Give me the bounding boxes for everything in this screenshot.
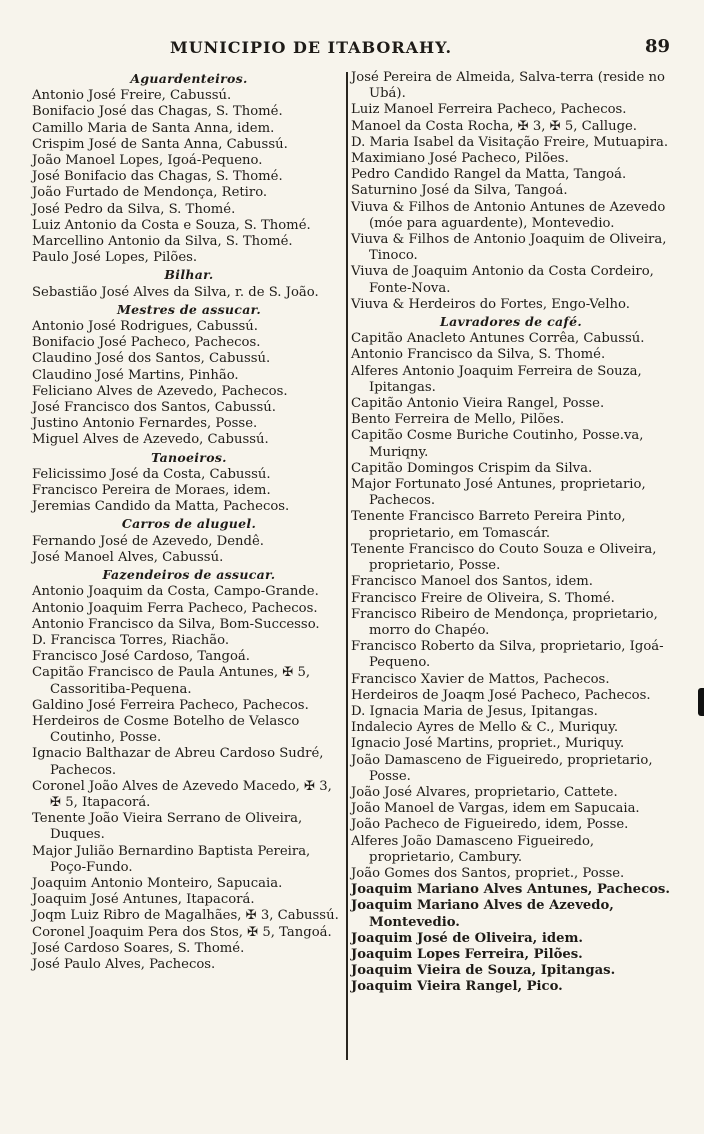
directory-entry: Coronel João Alves de Azevedo Macedo, ✠ 3, ✠ 5, Itapacorá.	[32, 778, 332, 810]
page-number: 89	[644, 36, 670, 57]
directory-section	[351, 314, 671, 882]
directory-entry: Joaquim Mariano Alves de Azevedo, Montevedio.	[351, 898, 614, 930]
section-heading: Aguardenteiros.	[130, 71, 248, 86]
directory-entry: João José Alvares, proprietario, Cattete.	[351, 784, 618, 800]
page-header	[0, 38, 704, 68]
section-heading: Bilhar.	[164, 267, 214, 283]
directory-entry: Ignacio Balthazar de Abreu Cardoso Sudré, Pachecos.	[32, 746, 324, 778]
directory-entry: Claudino José dos Santos, Cabussú.	[32, 351, 271, 367]
directory-entry: Joaquim Lopes Ferreira, Pilões.	[351, 946, 583, 962]
directory-entry: Fernando José de Azevedo, Dendê.	[32, 533, 264, 549]
directory-entry: Paulo José Lopes, Pilões.	[32, 250, 198, 266]
directory-entry: Bento Ferreira de Mello, Pilões.	[351, 412, 565, 428]
binding-edge-mark	[698, 688, 704, 716]
directory-entry: Jeremias Candido da Matta, Pachecos.	[32, 499, 290, 515]
directory-section	[32, 71, 346, 266]
section-heading: Mestres de assucar.	[116, 301, 262, 317]
directory-entry: Francisco Xavier de Mattos, Pachecos.	[351, 671, 610, 687]
directory-entry: Alferes João Damasceno Figueiredo, proprietario, Cambury.	[351, 833, 595, 865]
column-divider	[346, 72, 348, 1060]
directory-entry: José Manoel Alves, Cabussú.	[32, 549, 224, 565]
directory-entry: Antonio Francisco da Silva, S. Thomé.	[351, 347, 606, 363]
directory-section	[32, 267, 346, 300]
directory-entry: Crispim José de Santa Anna, Cabussú.	[32, 136, 288, 152]
directory-entry: Camillo Maria de Santa Anna, idem.	[32, 120, 275, 136]
directory-entry: Antonio José Freire, Cabussú.	[32, 88, 232, 104]
directory-entry: Galdino José Ferreira Pacheco, Pachecos.	[32, 697, 309, 713]
left-column	[32, 70, 346, 973]
directory-entry: Joaquim Vieira Rangel, Pico.	[351, 979, 563, 995]
directory-section	[351, 70, 671, 313]
directory-entry: Antonio José Rodrigues, Cabussú.	[32, 319, 258, 335]
directory-entry: Saturnino José da Silva, Tangoá.	[351, 183, 568, 199]
directory-entry: Manoel da Costa Rocha, ✠ 3, ✠ 5, Calluge.	[351, 118, 638, 134]
directory-entry: Marcellino Antonio da Silva, S. Thomé.	[32, 234, 293, 250]
directory-entry: José Bonifacio das Chagas, S. Thomé.	[32, 169, 283, 185]
directory-entry: Luiz Manoel Ferreira Pacheco, Pachecos.	[351, 102, 627, 118]
directory-entry: João Damasceno de Figueiredo, proprietario, Posse.	[351, 752, 653, 784]
directory-entry: Francisco José Cardoso, Tangoá.	[32, 649, 250, 665]
section-heading: Fazendeiros de assucar.	[102, 567, 276, 583]
directory-entry: Coronel Joaquim Pera dos Stos, ✠ 5, Tangoá.	[32, 924, 332, 940]
directory-entry: Major Julião Bernardino Baptista Pereira, Poço-Fundo.	[32, 843, 311, 875]
directory-entry: D. Maria Isabel da Visitação Freire, Mutuapira.	[351, 134, 669, 150]
directory-entry: Joaquim Vieira de Souza, Ipitangas.	[351, 963, 616, 979]
directory-entry: Major Fortunato José Antunes, proprietario, Pachecos.	[351, 477, 646, 509]
directory-entry: João Furtado de Mendonça, Retiro.	[32, 185, 268, 201]
directory-entry: Herdeiros de Joaqm José Pacheco, Pachecos.	[351, 687, 651, 703]
directory-entry: Antonio Joaquim da Costa, Campo-Grande.	[32, 584, 319, 600]
directory-entry: Felicissimo José da Costa, Cabussú.	[32, 466, 271, 482]
directory-entry: Pedro Candido Rangel da Matta, Tangoá.	[351, 167, 627, 183]
directory-entry: José Pereira de Almeida, Salva-terra (reside no Ubá).	[351, 70, 665, 102]
directory-entry: Justino Antonio Fernardes, Posse.	[32, 416, 258, 432]
directory-entry: Capitão Cosme Buriche Coutinho, Posse.va, Muriqny.	[351, 428, 644, 460]
directory-entry: D. Francisca Torres, Riachão.	[32, 632, 230, 648]
directory-entry: Antonio Francisco da Silva, Bom-Successo.	[32, 616, 320, 632]
directory-entry: João Gomes dos Santos, propriet., Posse.	[351, 865, 625, 881]
directory-entry: Joaquim José Antunes, Itapacorá.	[32, 892, 255, 908]
directory-entry: João Pacheco de Figueiredo, idem, Posse.	[351, 817, 629, 833]
directory-entry: Francisco Freire de Oliveira, S. Thomé.	[351, 590, 615, 606]
section-heading: Lavradores de café.	[440, 314, 582, 330]
directory-entry: Indalecio Ayres de Mello & C., Muriquy.	[351, 720, 619, 736]
directory-entry: Viuva & Herdeiros do Fortes, Engo-Velho.	[351, 296, 630, 312]
directory-entry: Francisco Manoel dos Santos, idem.	[351, 574, 593, 590]
directory-entry: Tenente Francisco Barreto Pereira Pinto, proprietario, em Tomascár.	[351, 509, 626, 541]
directory-entry: Tenente João Vieira Serrano de Oliveira, Duques.	[32, 811, 303, 843]
directory-entry: Bonifacio José das Chagas, S. Thomé.	[32, 104, 283, 120]
directory-entry: Capitão Antonio Vieira Rangel, Posse.	[351, 396, 605, 412]
directory-entry: José Paulo Alves, Pachecos.	[32, 956, 216, 972]
directory-section	[351, 882, 671, 995]
directory-entry: José Pedro da Silva, S. Thomé.	[32, 201, 236, 217]
directory-entry: Maximiano José Pacheco, Pilões.	[351, 151, 569, 167]
directory-entry: Francisco Ribeiro de Mendonça, proprietario, morro do Chapéo.	[351, 606, 658, 638]
directory-entry: Joaquim Antonio Monteiro, Sapucaia.	[32, 875, 283, 891]
directory-entry: Viuva & Filhos de Antonio Antunes de Azevedo (móe para aguardente), Montevedio.	[351, 199, 666, 231]
directory-section	[32, 450, 346, 516]
directory-entry: Joaquim José de Oliveira, idem.	[351, 930, 583, 946]
directory-entry: Francisco Roberto da Silva, proprietario, Igoá-Pequeno.	[351, 639, 664, 671]
directory-entry: Francisco Pereira de Moraes, idem.	[32, 483, 271, 499]
directory-entry: Joaquim Mariano Alves Antunes, Pachecos.	[351, 882, 670, 898]
section-heading: Tanoeiros.	[151, 449, 227, 465]
directory-section	[32, 516, 346, 566]
directory-entry: Antonio Joaquim Ferra Pacheco, Pachecos.	[32, 600, 318, 616]
directory-entry: Feliciano Alves de Azevedo, Pachecos.	[32, 383, 288, 399]
directory-section	[32, 302, 346, 449]
directory-entry: Viuva & Filhos de Antonio Joaquim de Oliveira, Tinoco.	[351, 232, 667, 264]
directory-entry: Tenente Francisco do Couto Souza e Oliveira, proprietario, Posse.	[351, 541, 657, 574]
directory-entry: Sebastião José Alves da Silva, r. de S. João.	[32, 284, 319, 300]
directory-entry: Ignacio José Martins, propriet., Muriquy.	[351, 736, 625, 752]
directory-entry: Capitão Domingos Crispim da Silva.	[351, 460, 593, 476]
directory-entry: Luiz Antonio da Costa e Souza, S. Thomé.	[32, 217, 311, 233]
directory-entry: Claudino José Martins, Pinhão.	[32, 367, 239, 383]
directory-entry: Joqm Luiz Ribro de Magalhães, ✠ 3, Cabussú.	[32, 908, 339, 924]
directory-entry: D. Ignacia Maria de Jesus, Ipitangas.	[351, 703, 598, 719]
directory-entry: Viuva de Joaquim Antonio da Costa Cordeiro, Fonte-Nova.	[351, 264, 654, 296]
directory-entry: Miguel Alves de Azevedo, Cabussú.	[32, 432, 269, 448]
directory-entry: João Manoel Lopes, Igoá-Pequeno.	[32, 153, 263, 169]
directory-entry: João Manoel de Vargas, idem em Sapucaia.	[351, 801, 640, 817]
section-heading: Carros de aluguel.	[121, 516, 257, 532]
directory-entry: José Francisco dos Santos, Cabussú.	[32, 400, 276, 416]
directory-entry: Capitão Anacleto Antunes Corrêa, Cabussú.	[351, 331, 645, 347]
running-title: MUNICIPIO DE ITABORAHY.	[170, 38, 453, 57]
directory-entry: Herdeiros de Cosme Botelho de Velasco Coutinho, Posse.	[32, 713, 300, 746]
directory-entry: Alferes Antonio Joaquim Ferreira de Souza, Ipitangas.	[351, 363, 642, 395]
right-column	[351, 70, 671, 996]
directory-entry: Capitão Francisco de Paula Antunes, ✠ 5, Cassoritiba-Pequena.	[32, 665, 311, 697]
directory-section	[32, 567, 346, 973]
directory-entry: José Cardoso Soares, S. Thomé.	[32, 940, 245, 956]
directory-entry: Bonifacio José Pacheco, Pachecos.	[32, 335, 261, 351]
